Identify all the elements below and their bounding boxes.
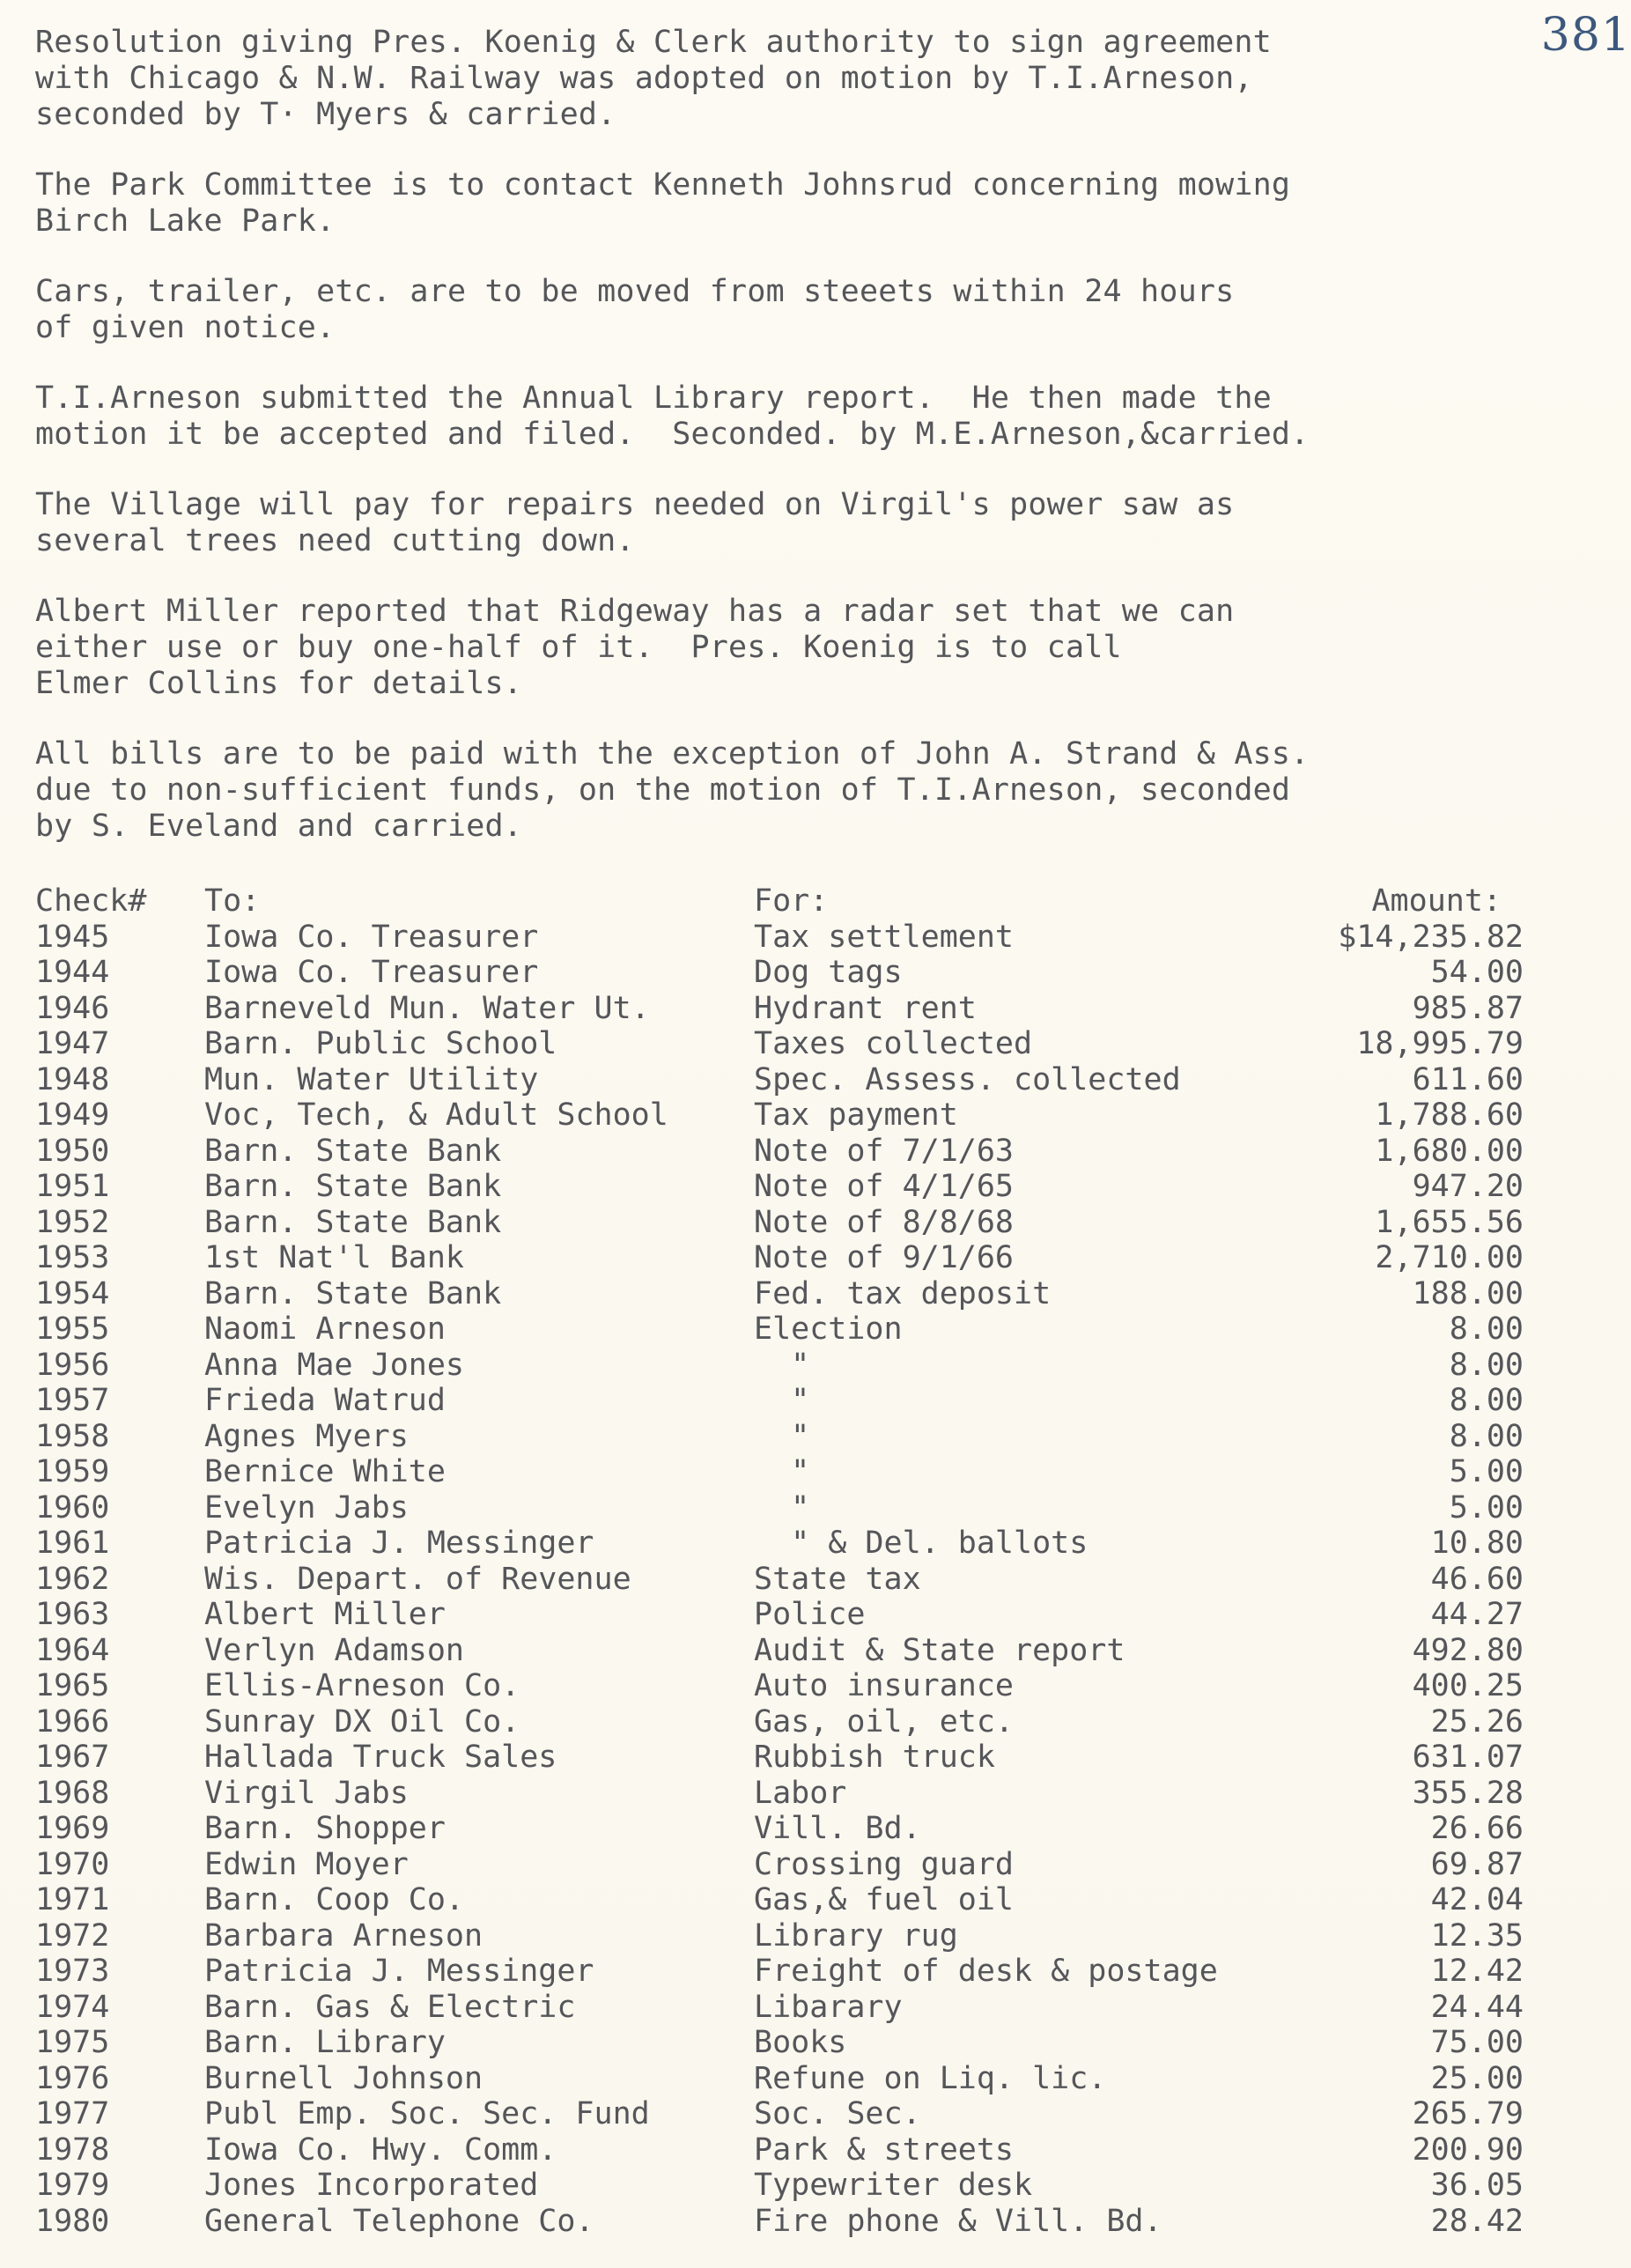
cell-amount: 8.00 bbox=[1449, 1311, 1524, 1347]
cell-amount: 28.42 bbox=[1430, 2203, 1524, 2239]
cell-to: Virgil Jabs bbox=[204, 1775, 409, 1811]
cell-check: 1963 bbox=[35, 1597, 110, 1632]
table-row bbox=[35, 2096, 1524, 2132]
cell-check: 1948 bbox=[35, 1061, 110, 1097]
table-row bbox=[35, 1383, 1524, 1419]
table-row bbox=[35, 1882, 1524, 1918]
table-row bbox=[35, 1419, 1524, 1455]
cell-to: Naomi Arneson bbox=[204, 1311, 446, 1347]
cell-to: Patricia J. Messinger bbox=[204, 1526, 594, 1561]
table-row bbox=[35, 2025, 1524, 2061]
table-row bbox=[35, 2168, 1524, 2204]
cell-amount: $14,235.82 bbox=[1338, 919, 1524, 955]
table-row bbox=[35, 1990, 1524, 2026]
cell-amount: 5.00 bbox=[1449, 1454, 1524, 1489]
cell-amount: 1,680.00 bbox=[1375, 1133, 1524, 1169]
cell-to: Burnell Johnson bbox=[204, 2060, 483, 2096]
cell-amount: 25.26 bbox=[1430, 1703, 1524, 1740]
cell-for: Note of 7/1/63 bbox=[754, 1133, 1015, 1169]
cell-amount: 355.28 bbox=[1412, 1775, 1524, 1811]
cell-to: Barn. Public School bbox=[204, 1026, 557, 1061]
cell-for: Fire phone & Vill. Bd. bbox=[754, 2203, 1162, 2239]
cell-check: 1975 bbox=[35, 2025, 110, 2060]
cell-amount: 947.20 bbox=[1412, 1169, 1524, 1204]
cell-for: Spec. Assess. collected bbox=[754, 1061, 1181, 1097]
table-row bbox=[35, 1776, 1524, 1812]
cell-check: 1966 bbox=[35, 1703, 110, 1740]
cell-check: 1949 bbox=[35, 1097, 110, 1133]
cell-to: Barn. Shopper bbox=[204, 1811, 446, 1846]
cell-for: Refune on Liq. lic. bbox=[754, 2060, 1107, 2096]
cell-for: Taxes collected bbox=[754, 1026, 1033, 1061]
cell-to: Hallada Truck Sales bbox=[204, 1740, 557, 1775]
table-row bbox=[35, 1062, 1524, 1098]
cell-check: 1952 bbox=[35, 1204, 110, 1240]
cell-amount: 492.80 bbox=[1412, 1632, 1524, 1668]
cell-to: Barn. Library bbox=[204, 2025, 446, 2060]
cell-amount: 75.00 bbox=[1430, 2025, 1524, 2060]
cell-to: Sunray DX Oil Co. bbox=[204, 1703, 520, 1740]
cell-amount: 10.80 bbox=[1430, 1526, 1524, 1561]
cell-amount: 5.00 bbox=[1449, 1489, 1524, 1526]
cell-for: " bbox=[754, 1489, 810, 1526]
cell-check: 1965 bbox=[35, 1668, 110, 1703]
cell-check: 1944 bbox=[35, 955, 110, 990]
cell-for: Books bbox=[754, 2025, 847, 2060]
page-number: 381 bbox=[1540, 9, 1631, 62]
cell-to: Voc, Tech, & Adult School bbox=[204, 1097, 668, 1133]
table-row bbox=[35, 1526, 1524, 1562]
cell-for: Gas, oil, etc. bbox=[754, 1703, 1015, 1740]
header-for: For: bbox=[754, 883, 829, 919]
cell-to: Barbara Arneson bbox=[204, 1917, 483, 1954]
cell-to: Barneveld Mun. Water Ut. bbox=[204, 990, 650, 1026]
cell-amount: 611.60 bbox=[1412, 1061, 1524, 1097]
table-row bbox=[35, 1562, 1524, 1598]
table-row bbox=[35, 1633, 1524, 1669]
cell-to: Iowa Co. Hwy. Comm. bbox=[204, 2131, 557, 2168]
paragraph-power-saw: The Village will pay for repairs needed on Virgil's power saw as several trees need cutting down. bbox=[35, 487, 1235, 558]
table-row bbox=[35, 2204, 1524, 2240]
paragraph-bills: All bills are to be paid with the exception of John A. Strand & Ass. due to non-sufficient funds, on the motion of T.I.Arneson, seconded by S. Eveland and carried. bbox=[35, 736, 1310, 844]
cell-to: Iowa Co. Treasurer bbox=[204, 955, 539, 990]
cell-amount: 8.00 bbox=[1449, 1383, 1524, 1418]
cell-check: 1950 bbox=[35, 1133, 110, 1169]
cell-check: 1973 bbox=[35, 1954, 110, 1989]
table-row bbox=[35, 1169, 1524, 1205]
table-row bbox=[35, 920, 1524, 956]
cell-check: 1955 bbox=[35, 1311, 110, 1347]
cell-to: 1st Nat'l Bank bbox=[204, 1240, 465, 1275]
cell-check: 1970 bbox=[35, 1846, 110, 1882]
cell-for: " & Del. ballots bbox=[754, 1526, 1089, 1561]
cell-to: Patricia J. Messinger bbox=[204, 1954, 594, 1989]
table-row bbox=[35, 1097, 1524, 1134]
cell-check: 1979 bbox=[35, 2168, 110, 2203]
cell-amount: 25.00 bbox=[1430, 2060, 1524, 2096]
cell-to: Agnes Myers bbox=[204, 1418, 409, 1454]
cell-check: 1960 bbox=[35, 1489, 110, 1526]
cell-amount: 12.35 bbox=[1430, 1917, 1524, 1954]
cell-amount: 985.87 bbox=[1412, 990, 1524, 1026]
table-row bbox=[35, 955, 1524, 991]
table-row bbox=[35, 1490, 1524, 1526]
table-row bbox=[35, 1811, 1524, 1847]
table-row bbox=[35, 1348, 1524, 1384]
cell-amount: 42.04 bbox=[1430, 1882, 1524, 1917]
cell-for: Audit & State report bbox=[754, 1632, 1125, 1668]
cell-amount: 8.00 bbox=[1449, 1418, 1524, 1454]
cell-for: Election bbox=[754, 1311, 903, 1347]
cell-to: Verlyn Adamson bbox=[204, 1632, 465, 1668]
paragraph-library-report: T.I.Arneson submitted the Annual Library report. He then made the motion it be accepted and filed. Seconded. by M.E.Arneson,&carried. bbox=[35, 380, 1310, 452]
cell-for: Dog tags bbox=[754, 955, 903, 990]
table-row bbox=[35, 1704, 1524, 1740]
cell-amount: 400.25 bbox=[1412, 1668, 1524, 1703]
table-row bbox=[35, 1240, 1524, 1276]
cell-to: Wis. Depart. of Revenue bbox=[204, 1561, 631, 1597]
cell-to: Frieda Watrud bbox=[204, 1383, 446, 1418]
header-amount: Amount: bbox=[1371, 883, 1502, 919]
cell-to: Publ Emp. Soc. Sec. Fund bbox=[204, 2096, 650, 2131]
cell-amount: 265.79 bbox=[1412, 2096, 1524, 2131]
ledger-rows bbox=[35, 920, 1524, 2240]
cell-check: 1977 bbox=[35, 2096, 110, 2131]
cell-for: Rubbish truck bbox=[754, 1740, 995, 1775]
paragraph-railway-agreement: Resolution giving Pres. Koenig & Clerk authority to sign agreement with Chicago & N.W. Railway was adopted on motion by T.I.Arneson, seconded by T· Myers & carried. bbox=[35, 25, 1272, 132]
cell-for: Note of 4/1/65 bbox=[754, 1169, 1015, 1204]
header-to: To: bbox=[204, 883, 261, 919]
table-row bbox=[35, 1205, 1524, 1241]
cell-check: 1962 bbox=[35, 1561, 110, 1597]
cell-check: 1957 bbox=[35, 1383, 110, 1418]
cell-amount: 69.87 bbox=[1430, 1846, 1524, 1882]
cell-check: 1968 bbox=[35, 1775, 110, 1811]
table-row bbox=[35, 1026, 1524, 1062]
table-row bbox=[35, 1740, 1524, 1776]
cell-to: Barn. State Bank bbox=[204, 1275, 502, 1311]
cell-amount: 631.07 bbox=[1412, 1740, 1524, 1775]
cell-to: Barn. State Bank bbox=[204, 1204, 502, 1240]
cell-amount: 36.05 bbox=[1430, 2168, 1524, 2203]
cell-to: General Telephone Co. bbox=[204, 2203, 594, 2239]
table-row bbox=[35, 1668, 1524, 1704]
cell-to: Barn. Gas & Electric bbox=[204, 1989, 576, 2025]
table-row bbox=[35, 1276, 1524, 1312]
cell-amount: 200.90 bbox=[1412, 2131, 1524, 2168]
cell-to: Barn. State Bank bbox=[204, 1169, 502, 1204]
cell-for: Tax settlement bbox=[754, 919, 1015, 955]
table-row bbox=[35, 2061, 1524, 2097]
cell-to: Anna Mae Jones bbox=[204, 1347, 465, 1383]
cell-for: Auto insurance bbox=[754, 1668, 1015, 1703]
cell-check: 1974 bbox=[35, 1989, 110, 2025]
cell-check: 1951 bbox=[35, 1169, 110, 1204]
paragraph-cars-removal: Cars, trailer, etc. are to be moved from steeets within 24 hours of given notice. bbox=[35, 274, 1235, 345]
cell-check: 1972 bbox=[35, 1917, 110, 1954]
cell-to: Ellis-Arneson Co. bbox=[204, 1668, 520, 1703]
table-row bbox=[35, 1954, 1524, 1990]
cell-for: Library rug bbox=[754, 1917, 958, 1954]
cell-for: Vill. Bd. bbox=[754, 1811, 921, 1846]
minutes-text bbox=[35, 25, 1497, 879]
cell-for: Freight of desk & postage bbox=[754, 1954, 1218, 1989]
cell-check: 1967 bbox=[35, 1740, 110, 1775]
table-row bbox=[35, 1847, 1524, 1883]
cell-amount: 44.27 bbox=[1430, 1597, 1524, 1632]
cell-to: Evelyn Jabs bbox=[204, 1489, 409, 1526]
cell-for: " bbox=[754, 1347, 810, 1383]
cell-to: Iowa Co. Treasurer bbox=[204, 919, 539, 955]
cell-check: 1954 bbox=[35, 1275, 110, 1311]
check-ledger bbox=[35, 883, 1524, 2239]
cell-amount: 46.60 bbox=[1430, 1561, 1524, 1597]
table-row bbox=[35, 1454, 1524, 1490]
cell-amount: 188.00 bbox=[1412, 1275, 1524, 1311]
cell-check: 1945 bbox=[35, 919, 110, 955]
cell-check: 1946 bbox=[35, 990, 110, 1026]
cell-check: 1980 bbox=[35, 2203, 110, 2239]
cell-for: Hydrant rent bbox=[754, 990, 977, 1026]
cell-check: 1947 bbox=[35, 1026, 110, 1061]
cell-amount: 1,655.56 bbox=[1375, 1204, 1524, 1240]
cell-for: Labor bbox=[754, 1775, 847, 1811]
cell-amount: 1,788.60 bbox=[1375, 1097, 1524, 1133]
cell-to: Jones Incorporated bbox=[204, 2168, 539, 2203]
table-row bbox=[35, 1134, 1524, 1170]
table-row bbox=[35, 1311, 1524, 1348]
cell-check: 1969 bbox=[35, 1811, 110, 1846]
table-row bbox=[35, 2132, 1524, 2168]
cell-for: " bbox=[754, 1383, 810, 1418]
cell-check: 1961 bbox=[35, 1526, 110, 1561]
cell-for: Crossing guard bbox=[754, 1846, 1015, 1882]
table-row bbox=[35, 991, 1524, 1027]
cell-for: Tax payment bbox=[754, 1097, 958, 1133]
ledger-header bbox=[35, 883, 1524, 920]
cell-to: Barn. State Bank bbox=[204, 1133, 502, 1169]
cell-for: Note of 9/1/66 bbox=[754, 1240, 1015, 1275]
cell-for: Libarary bbox=[754, 1989, 903, 2025]
cell-to: Barn. Coop Co. bbox=[204, 1882, 465, 1917]
cell-to: Edwin Moyer bbox=[204, 1846, 409, 1882]
cell-check: 1953 bbox=[35, 1240, 110, 1275]
cell-for: Fed. tax deposit bbox=[754, 1275, 1052, 1311]
cell-to: Albert Miller bbox=[204, 1597, 446, 1632]
paragraph-radar-set: Albert Miller reported that Ridgeway has a radar set that we can either use or buy one-half of it. Pres. Koenig is to call Elmer Collins for details. bbox=[35, 594, 1235, 701]
cell-check: 1971 bbox=[35, 1882, 110, 1917]
cell-amount: 2,710.00 bbox=[1375, 1240, 1524, 1275]
cell-for: Gas,& fuel oil bbox=[754, 1882, 1015, 1917]
cell-check: 1976 bbox=[35, 2060, 110, 2096]
cell-to: Mun. Water Utility bbox=[204, 1061, 539, 1097]
cell-for: " bbox=[754, 1418, 810, 1454]
paragraph-park-committee: The Park Committee is to contact Kenneth Johnsrud concerning mowing Birch Lake Park. bbox=[35, 167, 1291, 239]
cell-for: Typewriter desk bbox=[754, 2168, 1033, 2203]
cell-amount: 8.00 bbox=[1449, 1347, 1524, 1383]
cell-check: 1958 bbox=[35, 1418, 110, 1454]
cell-amount: 24.44 bbox=[1430, 1989, 1524, 2025]
cell-check: 1964 bbox=[35, 1632, 110, 1668]
cell-amount: 12.42 bbox=[1430, 1954, 1524, 1989]
cell-check: 1956 bbox=[35, 1347, 110, 1383]
cell-for: Soc. Sec. bbox=[754, 2096, 921, 2131]
cell-amount: 54.00 bbox=[1430, 955, 1524, 990]
cell-amount: 26.66 bbox=[1430, 1811, 1524, 1846]
cell-for: Note of 8/8/68 bbox=[754, 1204, 1015, 1240]
cell-for: Park & streets bbox=[754, 2131, 1015, 2168]
table-row bbox=[35, 1918, 1524, 1954]
cell-for: Police bbox=[754, 1597, 866, 1632]
cell-to: Bernice White bbox=[204, 1454, 446, 1489]
cell-check: 1959 bbox=[35, 1454, 110, 1489]
cell-check: 1978 bbox=[35, 2131, 110, 2168]
cell-for: " bbox=[754, 1454, 810, 1489]
table-row bbox=[35, 1597, 1524, 1633]
cell-amount: 18,995.79 bbox=[1356, 1026, 1524, 1061]
cell-for: State tax bbox=[754, 1561, 921, 1597]
header-check: Check# bbox=[35, 883, 147, 919]
